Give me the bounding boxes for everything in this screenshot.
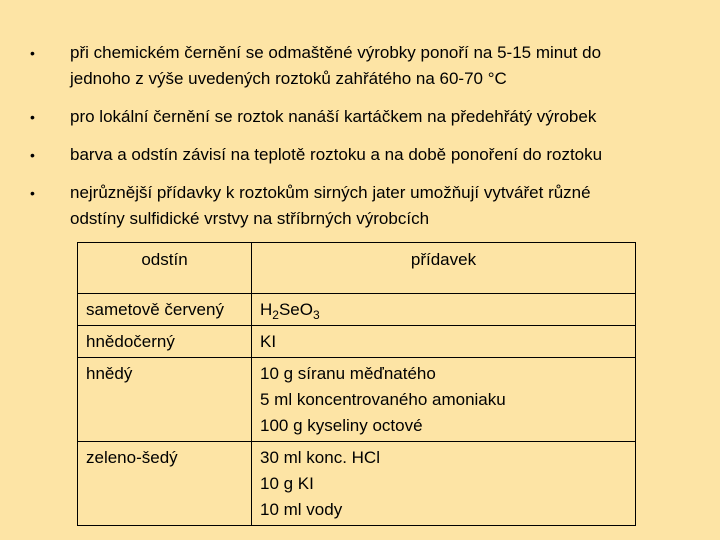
bullet-text: barva a odstín závisí na teplotě roztoku a na době ponoření do roztoku xyxy=(70,145,603,164)
additive-line: 30 ml konc. HCl xyxy=(260,448,380,467)
bullet-dot: • xyxy=(30,109,35,125)
formula-text: Se xyxy=(278,300,300,319)
shade-additive-table xyxy=(77,242,636,526)
bullet-text: při chemickém černění se odmaštěné výrobky ponoří na 5-15 minut do xyxy=(70,43,602,62)
bullet-text: nejrůznější přídavky k roztokům sirných jater umožňují vytvářet různé xyxy=(70,183,591,202)
bullet-dot: • xyxy=(30,45,35,61)
bullet-item xyxy=(28,104,688,130)
formula-text: H xyxy=(260,300,273,319)
formula-subscript: 3 xyxy=(313,308,320,322)
additive-line: KI xyxy=(260,332,277,351)
formula-subscript: 2 xyxy=(272,308,279,322)
table-row xyxy=(78,442,636,526)
bullet-text: odstíny sulfidické vrstvy na stříbrných výrobcích xyxy=(70,209,430,228)
shade-cell: hnědočerný xyxy=(78,326,252,358)
table-row xyxy=(78,294,636,326)
table-header-row xyxy=(78,243,636,294)
shade-cell: hnědý xyxy=(78,358,252,442)
additive-cell xyxy=(252,442,636,526)
shade-cell: sametově červený xyxy=(78,294,252,326)
bullet-item xyxy=(28,180,688,232)
bullet-item xyxy=(28,40,688,92)
additive-cell xyxy=(252,294,636,326)
bullet-text: pro lokální černění se roztok nanáší kartáčkem na předehřátý výrobek xyxy=(70,107,597,126)
header-additive: přídavek xyxy=(252,243,636,294)
table-row xyxy=(78,358,636,442)
additive-line: 5 ml koncentrovaného amoniaku xyxy=(260,390,506,409)
additive-line: 10 g KI xyxy=(260,474,314,493)
additive-cell xyxy=(252,358,636,442)
additive-cell xyxy=(252,326,636,358)
shade-cell: zeleno-šedý xyxy=(78,442,252,526)
bullet-dot: • xyxy=(30,185,35,201)
formula-text: O xyxy=(299,300,313,319)
additive-line: 10 g síranu měďnatého xyxy=(260,364,436,383)
bullet-text: jednoho z výše uvedených roztoků zahřátého na 60-70 °C xyxy=(70,69,507,88)
table-row xyxy=(78,326,636,358)
header-shade: odstín xyxy=(78,243,252,294)
bullet-list xyxy=(28,40,688,244)
bullet-dot: • xyxy=(30,147,35,163)
additive-line: 100 g kyseliny octové xyxy=(260,416,423,435)
bullet-item xyxy=(28,142,688,168)
additive-line: 10 ml vody xyxy=(260,500,343,519)
